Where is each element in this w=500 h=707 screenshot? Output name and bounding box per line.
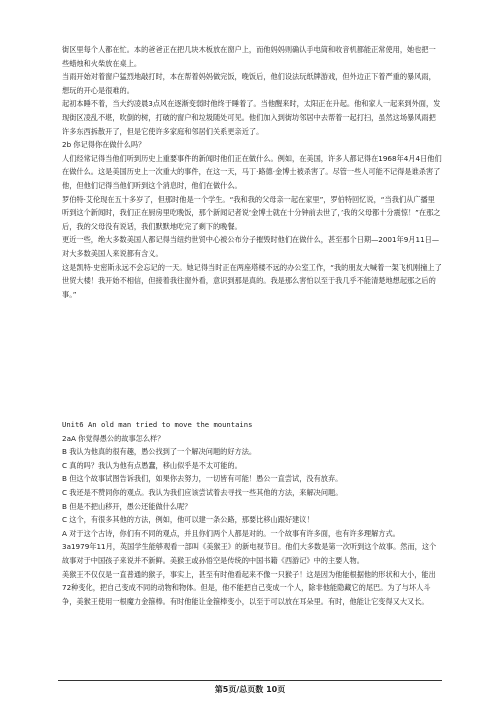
paragraph: 起初本睡不着，当大约凌晨3点风在逐渐变弱时他终于睡着了。当他醒来时，太阳正在升起。他和家人一起来到外面，发现街区凌乱不堪，吹倒的树，打破的窗户和垃圾随处可见。他们加入到街坊邻居中去帮着一起打扫，虽然这场暴风雨把许多东西拆散开了，但是它使许多家庭和邻居们关系更亲近了。 <box>62 99 441 136</box>
dialogue-line: C 真的吗？我认为他有点愚蠢，移山似乎是不太可能的。 <box>62 460 242 470</box>
dialogue-line: 2aA 你觉得愚公的故事怎么样？ <box>62 433 165 443</box>
page-number: 第5页/总页数 10页 <box>214 685 286 694</box>
dialogue-line: A 对于这个古诗，你们有不同的观点，并且你们两个人都是对的。一个故事有许多面，也有许多理解方式。 <box>62 528 400 538</box>
dialogue-line: B 但这个故事试图告诉我们，如果你去努力，一切皆有可能！愚公一直尝试，没有放弃。 <box>62 474 343 484</box>
dialogue-line: C 这个，有很多其他的方法，例如，他可以建一条公路，那要比移山跟好建议！ <box>62 515 314 525</box>
paragraph: 3a1979年11月，英国学生能够观看一部叫《美猴王》的新电视节目。他们大多数是第一次听到这个故事。然而，这个故事对于中国孩子来说并不新鲜。美猴王或孙悟空是传统的中国书籍《西游记》中的主要人物。 <box>62 542 437 565</box>
paragraph: 这是凯特·史密斯永远不会忘记的一天。她记得当时正在两座塔楼不远的办公室工作，“我的朋友大喊着一架飞机刚撞上了世贸大楼！我开始不相信，但接着我往窗外看，意识到那是真的。我是那么害怕以至于我几乎不能清楚地想起那之后的事。” <box>62 262 442 299</box>
paragraph: 人们经常记得当他们听到历史上重要事件的新闻时他们正在做什么。例如，在美国，许多人都记得在1968年4月4日他们在做什么。这是美国历史上一次重大的事件，在这一天，马丁·路德·金博士被杀害了。尽管一些人可能不记得是谁杀害了他，但他们记得当他们听到这个消息时，他们在做什么。 <box>62 153 442 190</box>
footer-divider <box>58 680 442 681</box>
top-text-block <box>62 43 442 301</box>
paragraph: 美猴王不仅仅是一直普通的猴子，事实上，甚至有时他看起来不像一只猴子！这是因为他能根据他的形状和大小，能出72种变化，把自己变成不同的动物和物体。但是，他不能把自己变成一个人，除非他能隐藏它的尾巴。为了与坏人斗争，美猴王使用一根魔力金箍棒。有时他能让金箍棒变小，以至于可以放在耳朵里。有时，他能让它变得又大又长。 <box>62 569 436 606</box>
paragraph: 罗伯特·艾伦现在五十多岁了，但那时他是一个学生。“我和我的父母亲一起在家里”，罗伯特回忆说，“当我们从广播里听到这个新闻时，我们正在厨房里吃晚饭，那个新闻记者说‘金博士就在十分钟前去世了，’我的父母都十分震惊！”在那之后，我的父母没有说话，我们默默地吃完了剩下的晚餐。 <box>62 194 441 231</box>
bottom-text-block <box>62 418 442 608</box>
paragraph: 更近一些，绝大多数美国人都记得当纽约世贸中心被公布分子摧毁时他们在做什么，甚至那个日期—2001年9月11日—对大多数美国人来说都有含义。 <box>62 235 440 258</box>
dialogue-line: B 但是不把山移开，愚公还能做什么呢？ <box>62 501 192 511</box>
unit-title: Unit6 An old man tried to move the mountains <box>62 420 253 429</box>
dialogue-line: C 我还是不赞同你的观点。我认为我们应该尝试着去寻找一些其他的方法，来解决问题。 <box>62 487 343 497</box>
paragraph: 当雨开始对着窗户猛烈地敲打时，本在帮着妈妈做完饭，晚饭后，他们设法玩纸牌游戏，但外边正下着严重的暴风雨，想玩的开心是很难的。 <box>62 72 436 95</box>
paragraph: 街区里每个人都在忙。本的爸爸正在把几块木板放在窗户上，而他妈妈则确认手电筒和收音机都能正常使用，她也把一些蜡烛和火柴放在桌上。 <box>62 45 436 68</box>
section-heading: 2b 你记得你在做什么吗？ <box>62 140 146 150</box>
dialogue-line: B 我认为他真的很有趣，愚公找到了一个解决问题的好方法。 <box>62 447 257 457</box>
